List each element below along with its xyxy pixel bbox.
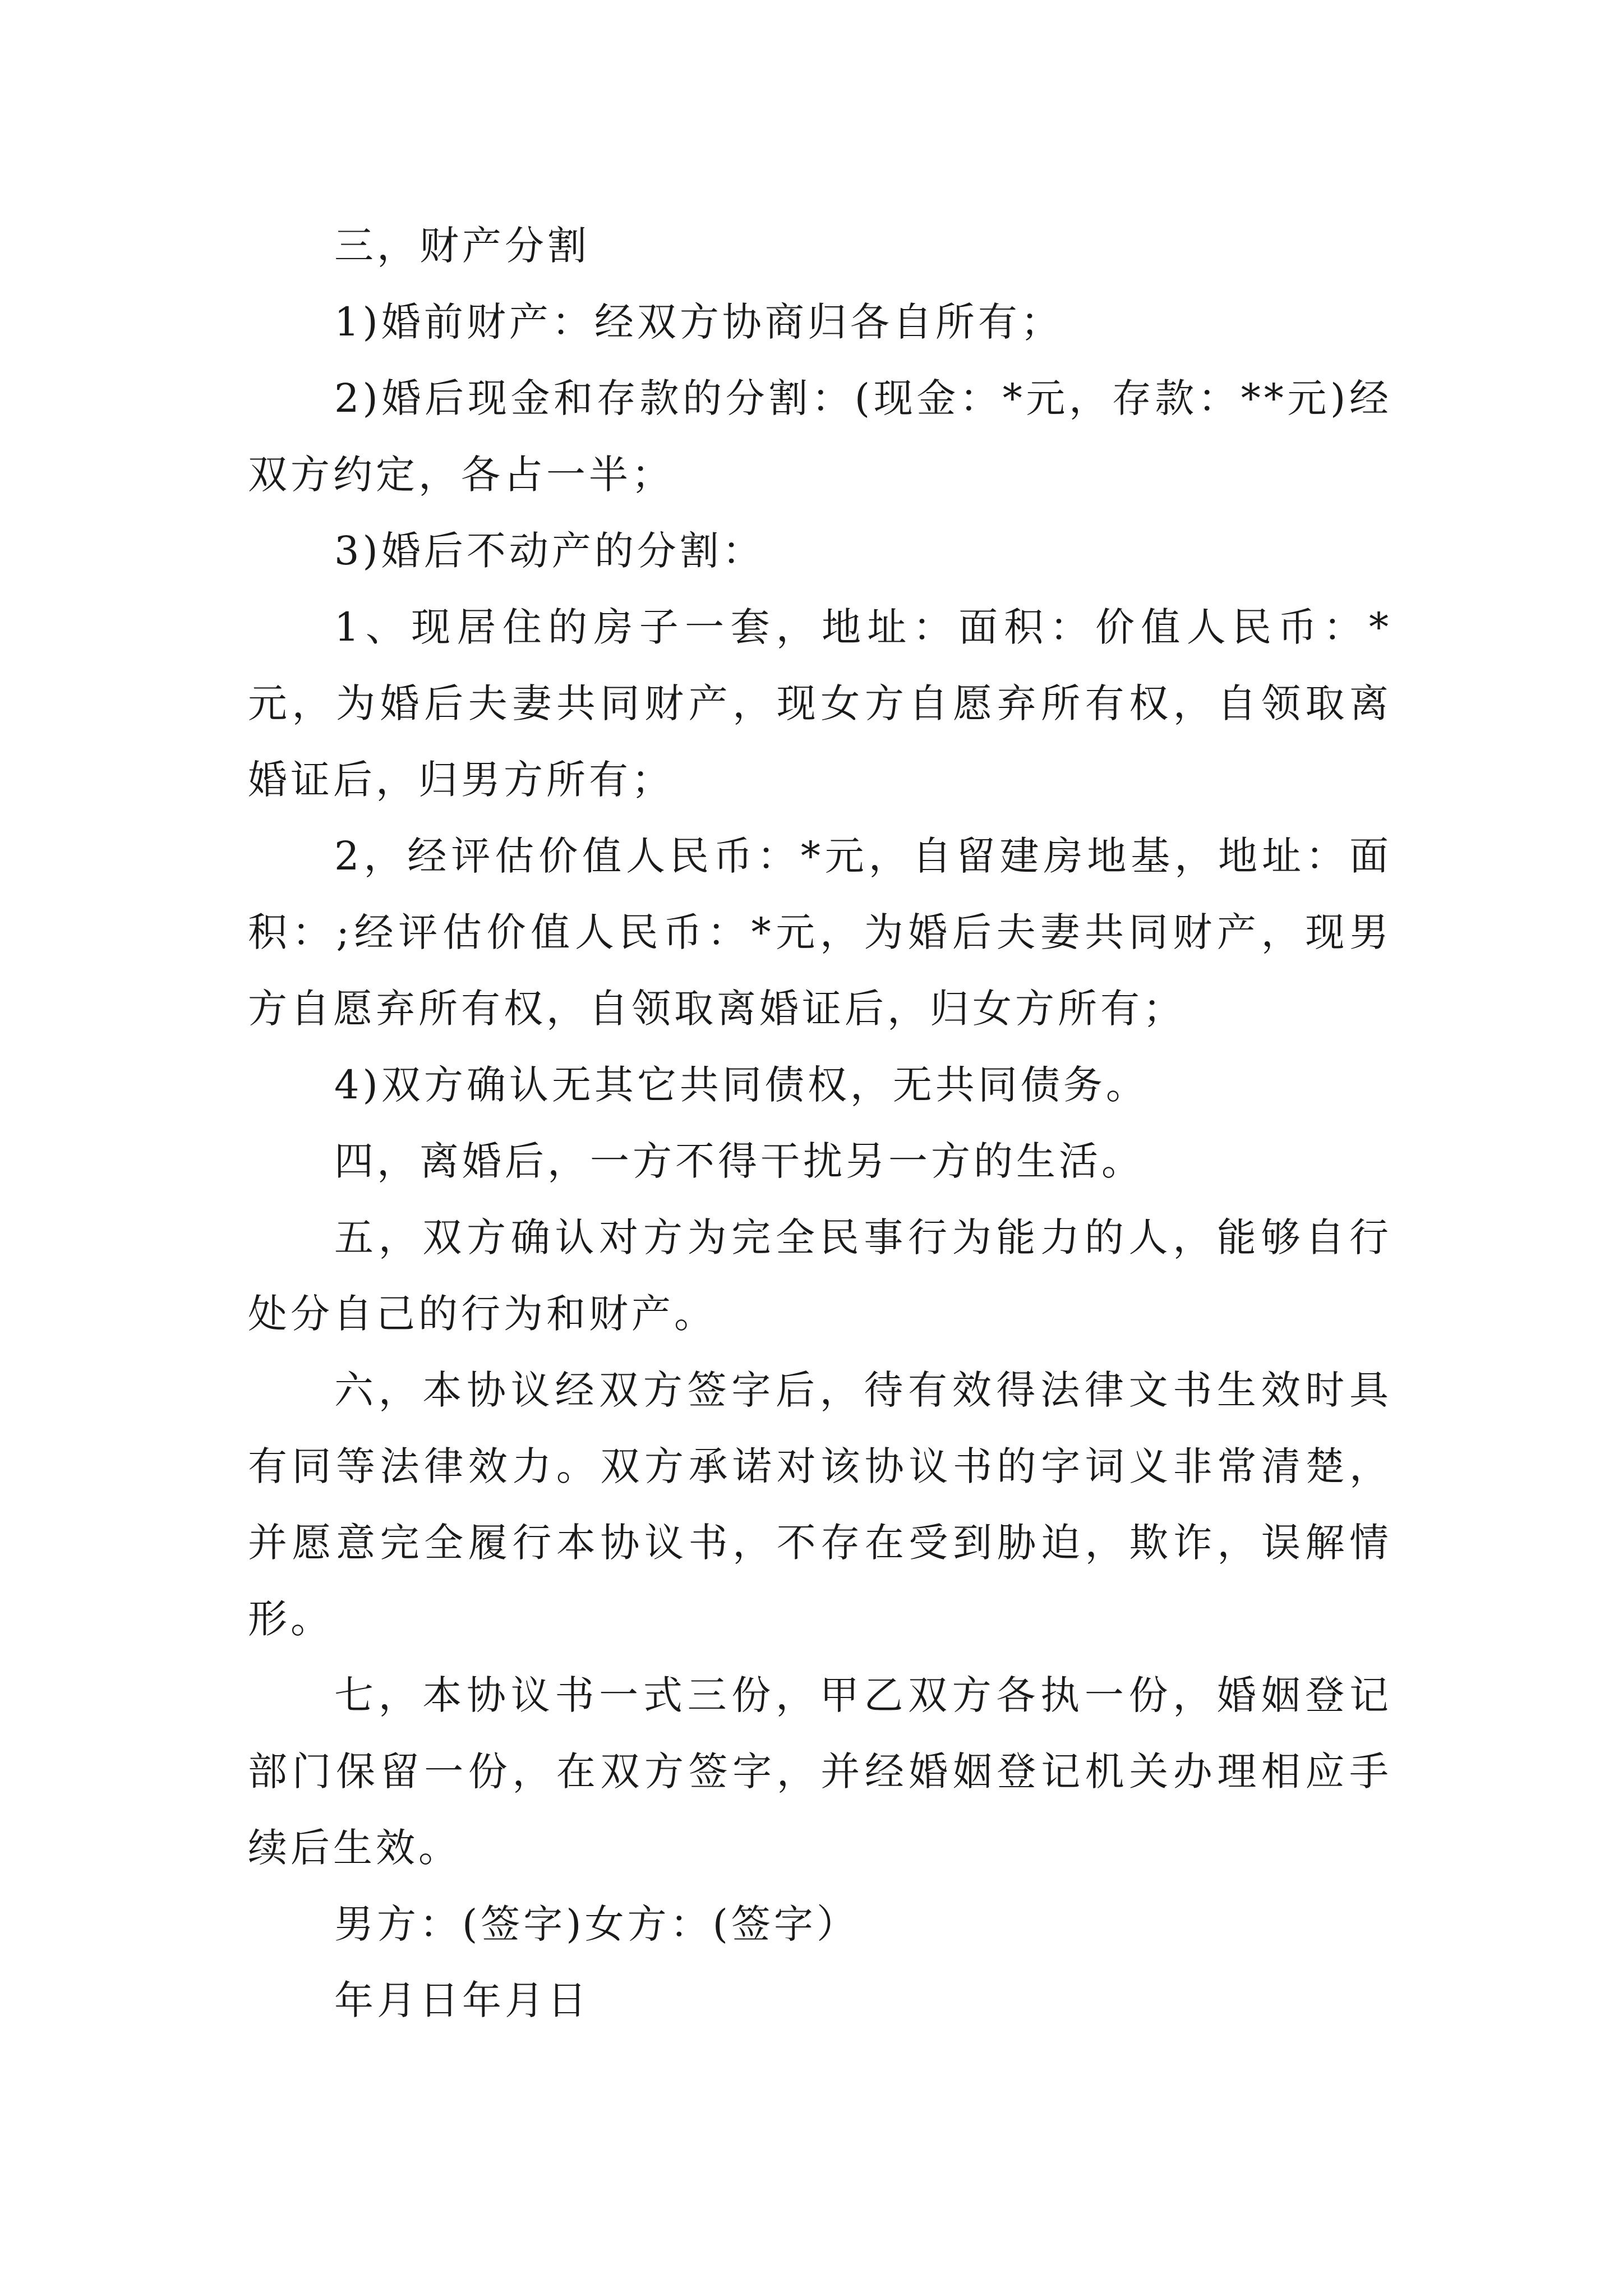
clause-debts-and-claims: 4)双方确认无其它共同债权，无共同债务。 — [334, 1062, 1149, 1108]
clause-homestead-land: 2，经评估价值人民币：*元，自留建房地基，地址：面积：;经评估价值人民币：*元，为婚后夫妻共同财产，现男方自愿弃所有权，自领取离婚证后，归女方所有； — [248, 833, 1392, 1032]
section-no-interference: 四，离婚后，一方不得干扰另一方的生活。 — [334, 1138, 1144, 1184]
clause-real-estate-heading: 3)婚后不动产的分割： — [334, 528, 765, 574]
clause-premarital-property: 1)婚前财产：经双方协商归各自所有； — [334, 299, 1063, 345]
section-civil-capacity: 五，双方确认对方为完全民事行为能力的人，能够自行处分自己的行为和财产。 — [248, 1214, 1392, 1337]
section-legal-effect: 六，本协议经双方签字后，待有效得法律文书生效时具有同等法律效力。双方承诺对该协议书的字词义非常清楚，并愿意完全履行本协议书，不存在受到胁迫，欺诈，误解情形。 — [248, 1367, 1392, 1642]
section-copies: 七，本协议书一式三份，甲乙双方各执一份，婚姻登记部门保留一份，在双方签字，并经婚姻登记机关办理相应手续后生效。 — [248, 1672, 1392, 1871]
clause-cash-and-deposits: 2)婚后现金和存款的分割：(现金：*元，存款：**元)经双方约定，各占一半； — [248, 375, 1392, 498]
date-line: 年月日年月日 — [334, 1977, 590, 2023]
signature-line: 男方：(签字)女方：(签字） — [334, 1901, 859, 1947]
document-body — [248, 208, 1392, 2039]
clause-residence-house: 1、现居住的房子一套，地址：面积：价值人民币：*元，为婚后夫妻共同财产，现女方自愿弃所有权，自领取离婚证后，归男方所有； — [248, 604, 1392, 803]
section-heading-property-division: 三，财产分割 — [334, 223, 590, 269]
